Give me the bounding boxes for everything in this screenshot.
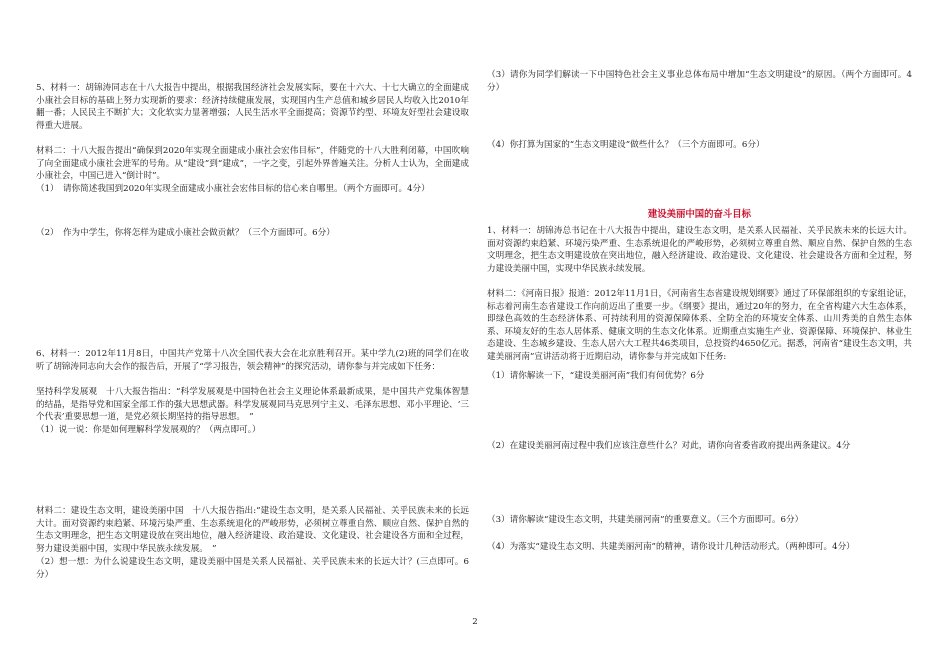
q6-question-2: （2）想一想：为什么说建设生态文明，建设美丽中国是关系人民福祉、关乎民族未来的长远大计？(三点即可。6分）	[36, 557, 469, 580]
q6-question-4: （4）你打算为国家的“生态文明建设”做些什么？（三个方面即可。6分）	[487, 140, 765, 150]
q5-question-1: （1） 请你简述我国到2020年实现全面建成小康社会宏伟目标的信心来自哪里。（两个方面即可。4分）	[36, 184, 430, 194]
page-number: 2	[472, 617, 478, 627]
q6-quote: 坚持科学发展观 十八大报告指出：“科学发展观是中国特色社会主义理论体系最新成果，是中国共产党集体智慧的结晶，是指导党和国家全部工作的强大思想武器。科学发展观同马克思列宁主义、毛泽东思想、邓小平理论、‘三个代表’重要思想一道，是党必须长期坚持的指导思想。 ”	[36, 387, 469, 423]
q1-material1: 1、材料一：胡锦涛总书记在十八大报告中提出，建设生态文明，是关系人民福祉、关乎民族未来的长远大计。面对资源约束趋紧、环境污染严重、生态系统退化的严峻形势，必须树立尊重自然、顺应自然、保护自然的生态文明理念，把生态文明建设放在突出地位，融入经济建设、政治建设、文化建设、社会建设各方面和全过程，努力建设美丽中国，实现中华民族永续发展。	[487, 226, 912, 274]
q5-question-2: （2） 作为中学生，你将怎样为建成小康社会做贡献？（三个方面即可。6分）	[36, 228, 335, 238]
section-heading: 建设美丽中国的奋斗目标	[647, 209, 752, 220]
q6-material1: 6、材料一：2012年11月8日，中国共产党第十八次全国代表大会在北京胜利召开。某中学九(2)班的同学们在收听了胡锦涛同志向大会作的报告后，开展了“学习报告，领会精神”的探究活动，请你参与并完成如下任务：	[36, 349, 469, 372]
q1-question-1: （1）请你解读一下，“建设美丽河南”我们有何优势？6分	[487, 371, 705, 381]
q5-material2: 材料二：十八大报告提出“确保到2020年实现全面建成小康社会宏伟目标”，伴随党的十八大胜利闭幕，中国吹响了向全面建成小康社会进军的号角。从“建设”到“建成”，一字之变，引起外界普遍关注。分析人士认为，全面建成小康社会，中国已进入“倒计时”。	[36, 146, 469, 182]
q1-material2: 材料二：《河南日报》报道：2012年11月1日，《河南省生态省建设规划纲要》通过了环保部组织的专家组论证，标志着河南生态省建设工作向前迈出了重要一步。《纲要》提出，通过20年的努力，在全省构建六大生态体系，即绿色高效的生态经济体系、可持续利用的资源保障体系、全防全治的环境安全体系、山川秀美的自然生态体系、环境友好的生态人居体系、健康文明的生态文化体系。近期重点实施生产业、资源保障、环境保护、林业生态建设、生态城乡建设、生态人居六大工程共46类项目，总投资约4650亿元。据悉，河南省“建设生态文明，共建美丽河南”宣讲活动将于近期启动，请你参与并完成如下任务:	[487, 289, 912, 362]
q6-question-3: （3）请你为同学们解读一下中国特色社会主义事业总体布局中增加“生态文明建设”的原因。（两个方面即可。4分）	[487, 70, 912, 93]
q6-question-1: （1）说一说：你是如何理解科学发展观的？（两点即可。）	[36, 425, 261, 435]
q1-question-4: （4）为落实“建设生态文明、共建美丽河南”的精神，请你设计几种活动形式。（两种即可。4分）	[487, 542, 855, 552]
q1-question-3: （3）请你解读“建设生态文明，共建美丽河南”的重要意义。（三个方面即可。6分）	[487, 515, 804, 525]
q6-material2: 材料二：建设生态文明，建设美丽中国 十八大报告指出:“建设生态文明，是关系人民福祉、关乎民族未来的长远大计。面对资源约束趋紧、环境污染严重、生态系统退化的严峻形势，必须树立尊重自然、顺应自然、保护自然的生态文明理念，把生态文明建设放在突出地位，融入经济建设、政治建设、文化建设、社会建设各方面和全过程，努力建设美丽中国，实现中华民族永续发展。 ”	[36, 506, 469, 554]
q5-material1: 5、材料一：胡锦涛同志在十八大报告中提出，根据我国经济社会发展实际，要在十六大、十七大确立的全面建成小康社会目标的基础上努力实现新的要求：经济持续健康发展，实现国内生产总值和城乡居民人均收入比2010年翻一番；人民民主不断扩大；文化软实力显著增强；人民生活水平全面提高；资源节约型、环境友好型社会建设取得重大进展。	[36, 83, 469, 131]
q1-question-2: （2）在建设美丽河南过程中我们应该注意些什么？对此，请你向省委省政府提出两条建议。4分	[487, 441, 851, 451]
